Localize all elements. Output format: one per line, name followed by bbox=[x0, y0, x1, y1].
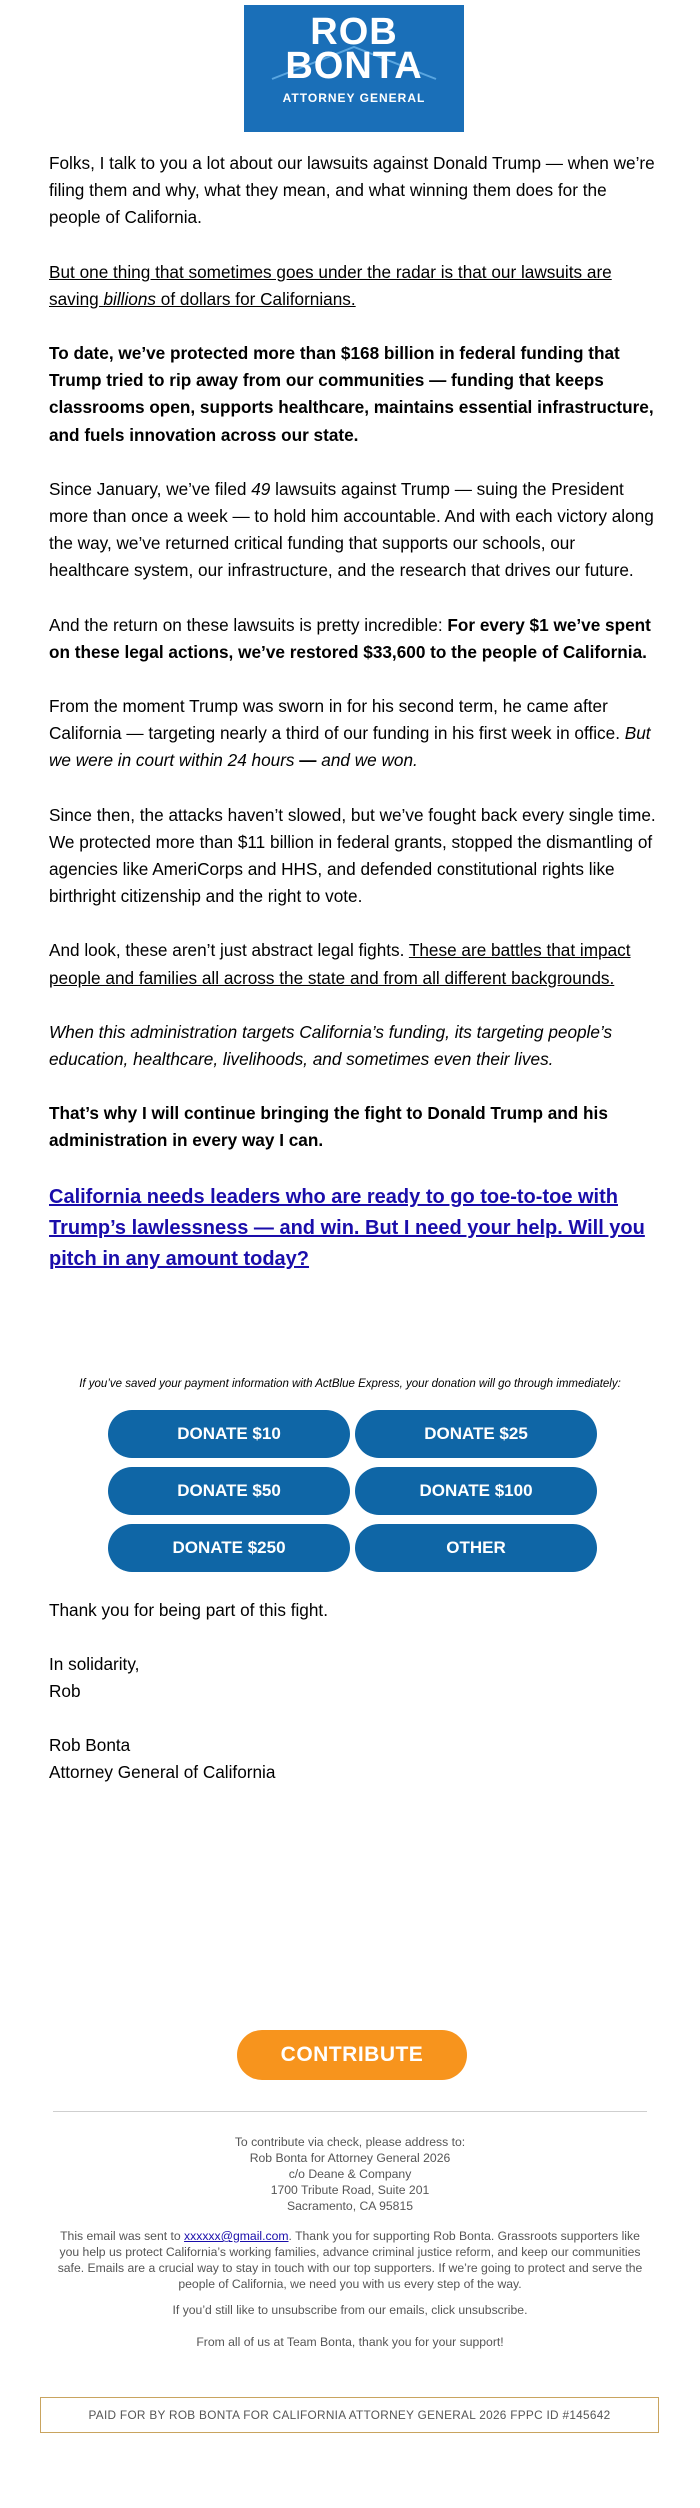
actblue-note: If you’ve saved your payment information with ActBlue Express, your donation will go through immediately: bbox=[79, 1378, 621, 1390]
paragraph-targets: When this administration targets California’s funding, its targeting people’s education, healthcare, livelihoods, and sometimes even their lives. bbox=[49, 1021, 613, 1070]
paid-for-disclaimer: PAID FOR BY ROB BONTA FOR CALIFORNIA ATTORNEY GENERAL 2026 FPPC ID #145642 bbox=[40, 2397, 659, 2433]
closing-full-name: Rob Bonta bbox=[49, 1735, 131, 1755]
donate-100-button[interactable]: DONATE $100 bbox=[355, 1467, 597, 1515]
donate-other-button[interactable]: OTHER bbox=[355, 1524, 597, 1572]
paragraph-protected-funding: To date, we’ve protected more than $168 billion in federal funding that Trump tried to rip away from our communities — funding that keeps classrooms open, supports healthcare, maintains essential infrastructure, and fuels innovation across our state. bbox=[49, 343, 654, 445]
logo-line-bonta: BONTA bbox=[285, 45, 423, 87]
closing-signature: Rob bbox=[49, 1681, 81, 1701]
sent-to-notice: This email was sent to xxxxxx@gmail.com. Thank you for supporting Rob Bonta. Grassroots supporters like you help us protect California’s working families, advance criminal justice reform, and keep our communities safe. Emails are a crucial way to stay in touch with our top supporters. If we’re going to protect and serve the people of California, we need you with us every step of the way. bbox=[57, 2229, 643, 2291]
logo-line-rob: ROB bbox=[310, 11, 398, 53]
closing-salutation: In solidarity, bbox=[49, 1654, 140, 1674]
paragraph-battles: And look, these aren’t just abstract legal fights. These are battles that impact people and families all across the state and from all different backgrounds. bbox=[49, 940, 631, 988]
check-address: To contribute via check, please address to: Rob Bonta for Attorney General 2026 c/o Deane & Company 1700 Tribute Road, Suite 201 Sacramento, CA 95815 bbox=[234, 2135, 466, 2213]
paragraph-intro: Folks, I talk to you a lot about our lawsuits against Donald Trump — when we’re filing them and why, what they mean, and what winning them does for the people of California. bbox=[49, 153, 655, 228]
contribute-button[interactable]: CONTRIBUTE bbox=[237, 2030, 467, 2080]
donate-50-button[interactable]: DONATE $50 bbox=[108, 1467, 350, 1515]
email-body bbox=[49, 150, 659, 1275]
closing-title: Attorney General of California bbox=[49, 1762, 276, 1782]
closing-thanks: Thank you for being part of this fight. bbox=[49, 1600, 328, 1620]
donate-250-button[interactable]: DONATE $250 bbox=[108, 1524, 350, 1572]
paragraph-return: And the return on these lawsuits is pretty incredible: For every $1 we’ve spent on these legal actions, we’ve restored $33,600 to the people of California. bbox=[49, 614, 651, 662]
paragraph-continue-fight: That’s why I will continue bringing the fight to Donald Trump and his administration in every way I can. bbox=[49, 1103, 608, 1151]
team-thanks: From all of us at Team Bonta, thank you for your support! bbox=[196, 2335, 504, 2349]
unsubscribe-text[interactable]: If you’d still like to unsubscribe from our emails, click unsubscribe. bbox=[172, 2303, 528, 2317]
paragraph-lawsuits-filed: Since January, we’ve filed 49 lawsuits against Trump — suing the President more than once a week — to hold him accountable. And with each victory along the way, we’ve returned critical funding that supports our schools, our healthcare system, our infrastructure, and the research that drives our future. bbox=[49, 478, 654, 581]
donate-10-button[interactable]: DONATE $10 bbox=[108, 1410, 350, 1458]
paragraph-fought-back: Since then, the attacks haven’t slowed, but we’ve fought back every single time. We protected more than $11 billion in federal grants, stopped the dismantling of agencies like AmeriCorps and HHS, and defended constitutional rights like birthright citizenship and the right to vote. bbox=[49, 804, 656, 907]
paragraph-under-radar: But one thing that sometimes goes under the radar is that our lawsuits are saving billions of dollars for Californians. bbox=[49, 261, 612, 309]
logo-line-attorney-general: ATTORNEY GENERAL bbox=[282, 91, 426, 105]
donate-25-button[interactable]: DONATE $25 bbox=[355, 1410, 597, 1458]
paragraph-sworn-in: From the moment Trump was sworn in for his second term, he came after California — targeting nearly a third of our funding in his first week in office. But we were in court within 24 hours — and we won. bbox=[49, 696, 651, 771]
closing-block bbox=[49, 1597, 659, 1786]
footer-divider bbox=[53, 2111, 647, 2112]
rob-bonta-logo bbox=[244, 5, 464, 132]
recipient-email-link[interactable]: xxxxxx@gmail.com bbox=[184, 2229, 289, 2243]
cta-link[interactable]: California needs leaders who are ready to go toe-to-toe with Trump’s lawlessness — and win. But I need your help. Will you pitch in any amount today? bbox=[49, 1185, 645, 1270]
